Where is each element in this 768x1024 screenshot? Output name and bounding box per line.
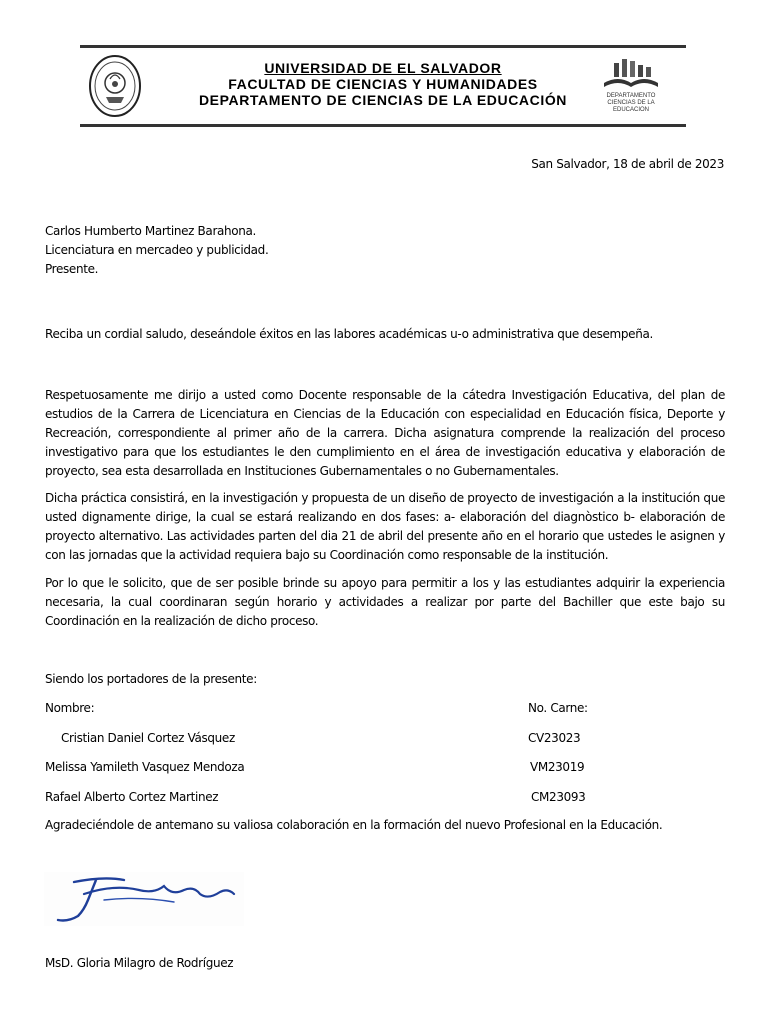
student-carne: CM23093 xyxy=(531,790,586,804)
student-carne: CV23023 xyxy=(528,731,581,745)
department-name: DEPARTAMENTO DE CIENCIAS DE LA EDUCACIÓN xyxy=(198,92,568,108)
bearers-intro: Siendo los portadores de la presente: xyxy=(45,672,257,686)
student-carne: VM23019 xyxy=(530,760,585,774)
student-name: Cristian Daniel Cortez Vásquez xyxy=(61,731,235,745)
recipient-closing: Presente. xyxy=(45,262,99,276)
carne-column-header: No. Carne: xyxy=(528,701,588,715)
logo-caption: DEPARTAMENTO CIENCIAS DE LA EDUCACION xyxy=(606,93,656,113)
letterhead xyxy=(80,45,686,127)
paragraph-3: Por lo que le solicito, que de ser posible brinde su apoyo para permitir a los y las estudiantes adquirir la experiencia necesaria, la cual coordinaran según horario y actividades a realizar por parte del Bachiller que este bajo su Coordinación en la realización de dicho proceso. xyxy=(45,576,725,628)
recipient-program: Licenciatura en mercadeo y publicidad. xyxy=(45,243,269,257)
paragraph-1: Respetuosamente me dirijo a usted como Docente responsable de la cátedra Investigación Educativa, del plan de estudios de la Carrera de Licenciatura en Ciencias de la Educación con especialidad en Educación física, Deporte y Recreación, correspondiente al primer año de la carrera. Dicha asignatura comprende la realización del proceso investigativo para que los estudiantes le den cumplimiento en el área de investigación educativa y elaboración de proyecto, sea esta desarrollada en Instituciones Gubernamentales o no Gubernamentales. xyxy=(45,388,725,478)
letter-date: San Salvador, 18 de abril de 2023 xyxy=(531,157,724,171)
signatory-name: MsD. Gloria Milagro de Rodríguez xyxy=(45,956,234,970)
university-name: UNIVERSIDAD DE EL SALVADOR xyxy=(264,60,502,76)
faculty-name: FACULTAD DE CIENCIAS Y HUMANIDADES xyxy=(228,76,538,92)
header-top-rule xyxy=(80,45,686,48)
department-logo xyxy=(596,53,666,119)
handwritten-signature xyxy=(44,872,244,926)
paragraph-2: Dicha práctica consistirá, en la investigación y propuesta de un diseño de proyecto de investigación a la institución que usted dignamente dirige, la cual se estará realizando en dos fases: a- elaboración del diagnòstico b- elaboración de proyecto alternativo. Las actividades parten del dia 21 de abril del presente año en el horario que ustedes le asignen y con las jornadas que la actividad requiera bajo su Coordinación como responsable de la institución. xyxy=(45,491,725,562)
greeting: Reciba un cordial saludo, deseándole éxitos en las labores académicas u-o administrativa que desempeña. xyxy=(45,327,653,341)
name-column-header: Nombre: xyxy=(45,701,95,715)
thanks-line: Agradeciéndole de antemano su valiosa colaboración en la formación del nuevo Profesional en la Educación. xyxy=(45,818,663,832)
open-book-icon xyxy=(596,53,666,93)
student-name: Rafael Alberto Cortez Martinez xyxy=(45,790,219,804)
recipient-name: Carlos Humberto Martinez Barahona. xyxy=(45,224,256,238)
university-seal-icon xyxy=(88,53,142,119)
header-bottom-rule xyxy=(80,124,686,127)
student-name: Melissa Yamileth Vasquez Mendoza xyxy=(45,760,245,774)
header-text xyxy=(160,60,606,108)
